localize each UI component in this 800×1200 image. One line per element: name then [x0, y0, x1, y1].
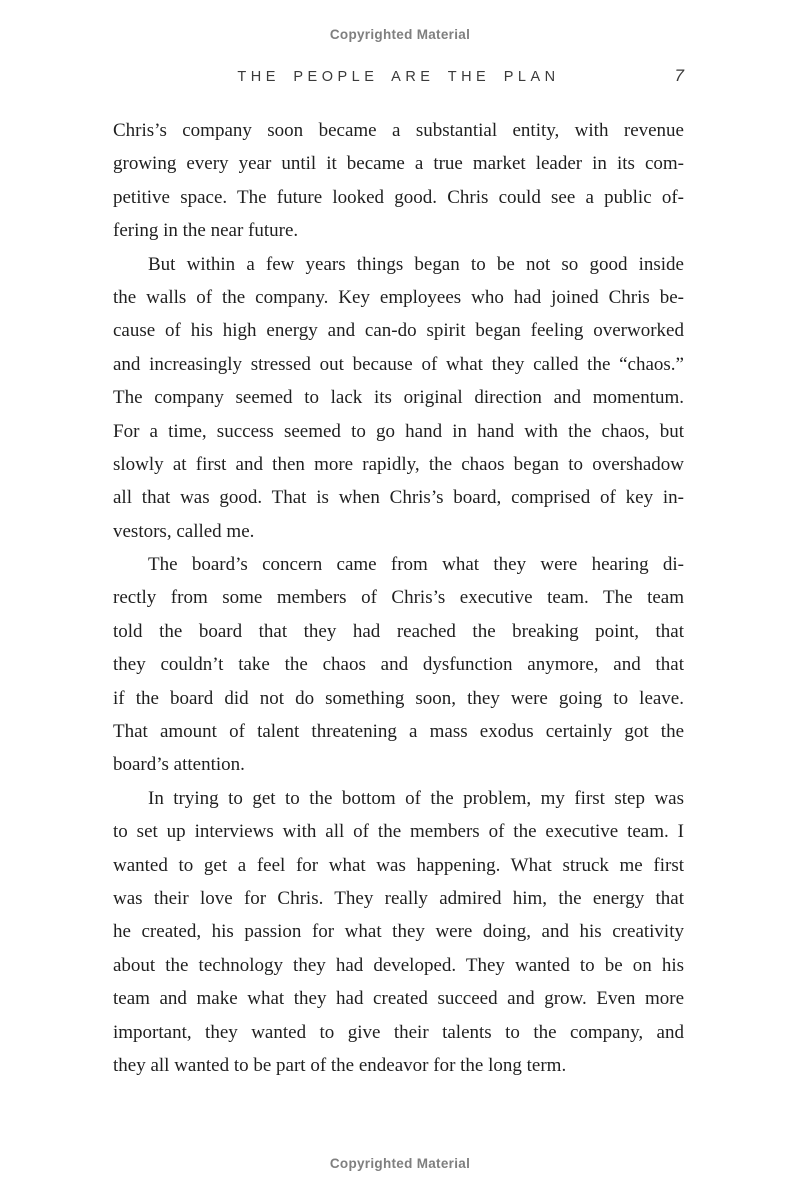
text-line-content: The company seemed to lack its original direction and momentum.	[113, 387, 684, 409]
text-line	[113, 815, 684, 848]
text-line	[113, 281, 684, 314]
text-line-content: if the board did not do something soon, they were going to leave.	[113, 687, 684, 709]
text-line-content: slowly at first and then more rapidly, the chaos began to overshadow	[113, 453, 684, 475]
text-line-content: In trying to get to the bottom of the problem, my first step was	[148, 787, 684, 809]
text-line	[113, 782, 684, 815]
text-line	[113, 1016, 684, 1049]
text-line	[113, 882, 684, 915]
text-line	[113, 915, 684, 948]
text-line-content: growing every year until it became a true market leader in its com-	[113, 153, 684, 175]
text-line	[113, 548, 684, 581]
text-line-content: fering in the near future.	[113, 220, 299, 242]
text-line	[113, 515, 684, 548]
text-line-content: Chris’s company soon became a substantial entity, with revenue	[113, 120, 684, 141]
text-line	[113, 248, 684, 281]
text-line	[113, 715, 684, 748]
text-line-content: board’s attention.	[113, 754, 245, 776]
text-line-content: But within a few years things began to be not so good inside	[148, 253, 684, 275]
page-body	[113, 114, 684, 1082]
text-line	[113, 849, 684, 882]
text-line-content: The board’s concern came from what they were hearing di-	[148, 554, 684, 576]
text-line	[113, 682, 684, 715]
text-line-content: petitive space. The future looked good. Chris could see a public of-	[113, 186, 684, 208]
text-line-content: rectly from some members of Chris’s executive team. The team	[113, 587, 684, 609]
text-line-content: vestors, called me.	[113, 520, 255, 542]
text-line-content: cause of his high energy and can-do spirit began feeling overworked	[113, 320, 684, 342]
text-line-content: important, they wanted to give their talents to the company, and	[113, 1021, 684, 1043]
text-line	[113, 381, 684, 414]
text-line-content: they all wanted to be part of the endeavor for the long term.	[113, 1054, 567, 1076]
text-line	[113, 415, 684, 448]
text-line	[113, 982, 684, 1015]
text-line-content: they couldn’t take the chaos and dysfunction anymore, and that	[113, 654, 684, 676]
text-line-content: about the technology they had developed. They wanted to be on his	[113, 954, 684, 976]
text-line	[113, 1049, 684, 1082]
text-line	[113, 348, 684, 381]
running-header	[113, 66, 684, 91]
text-line	[113, 615, 684, 648]
text-line-content: That amount of talent threatening a mass exodus certainly got the	[113, 721, 684, 743]
text-line-content: told the board that they had reached the breaking point, that	[113, 620, 684, 642]
text-line-content: to set up interviews with all of the members of the executive team. I	[113, 821, 684, 843]
text-line	[113, 949, 684, 982]
copyright-notice-bottom: Copyrighted Material	[329, 1156, 471, 1171]
page-number: 7	[674, 66, 684, 85]
copyright-notice-top: Copyrighted Material	[329, 27, 471, 42]
text-line	[113, 114, 684, 147]
text-line	[113, 648, 684, 681]
text-line	[113, 181, 684, 214]
text-line-content: the walls of the company. Key employees who had joined Chris be-	[113, 286, 684, 308]
text-line-content: he created, his passion for what they were doing, and his creativity	[113, 921, 684, 943]
text-line-content: and increasingly stressed out because of what they called the “chaos.”	[113, 353, 684, 375]
text-line	[113, 481, 684, 514]
text-line-content: team and make what they had created succeed and grow. Even more	[113, 988, 684, 1010]
text-line-content: was their love for Chris. They really admired him, the energy that	[113, 887, 684, 909]
text-line	[113, 314, 684, 347]
running-header-title: THE PEOPLE ARE THE PLAN	[237, 69, 560, 85]
text-line-content: all that was good. That is when Chris’s board, comprised of key in-	[113, 487, 684, 509]
text-line	[113, 214, 684, 247]
text-line	[113, 147, 684, 180]
text-line	[113, 748, 684, 781]
text-line-content: For a time, success seemed to go hand in hand with the chaos, but	[113, 420, 684, 442]
text-line	[113, 448, 684, 481]
text-line	[113, 581, 684, 614]
text-line-content: wanted to get a feel for what was happening. What struck me first	[113, 854, 684, 876]
